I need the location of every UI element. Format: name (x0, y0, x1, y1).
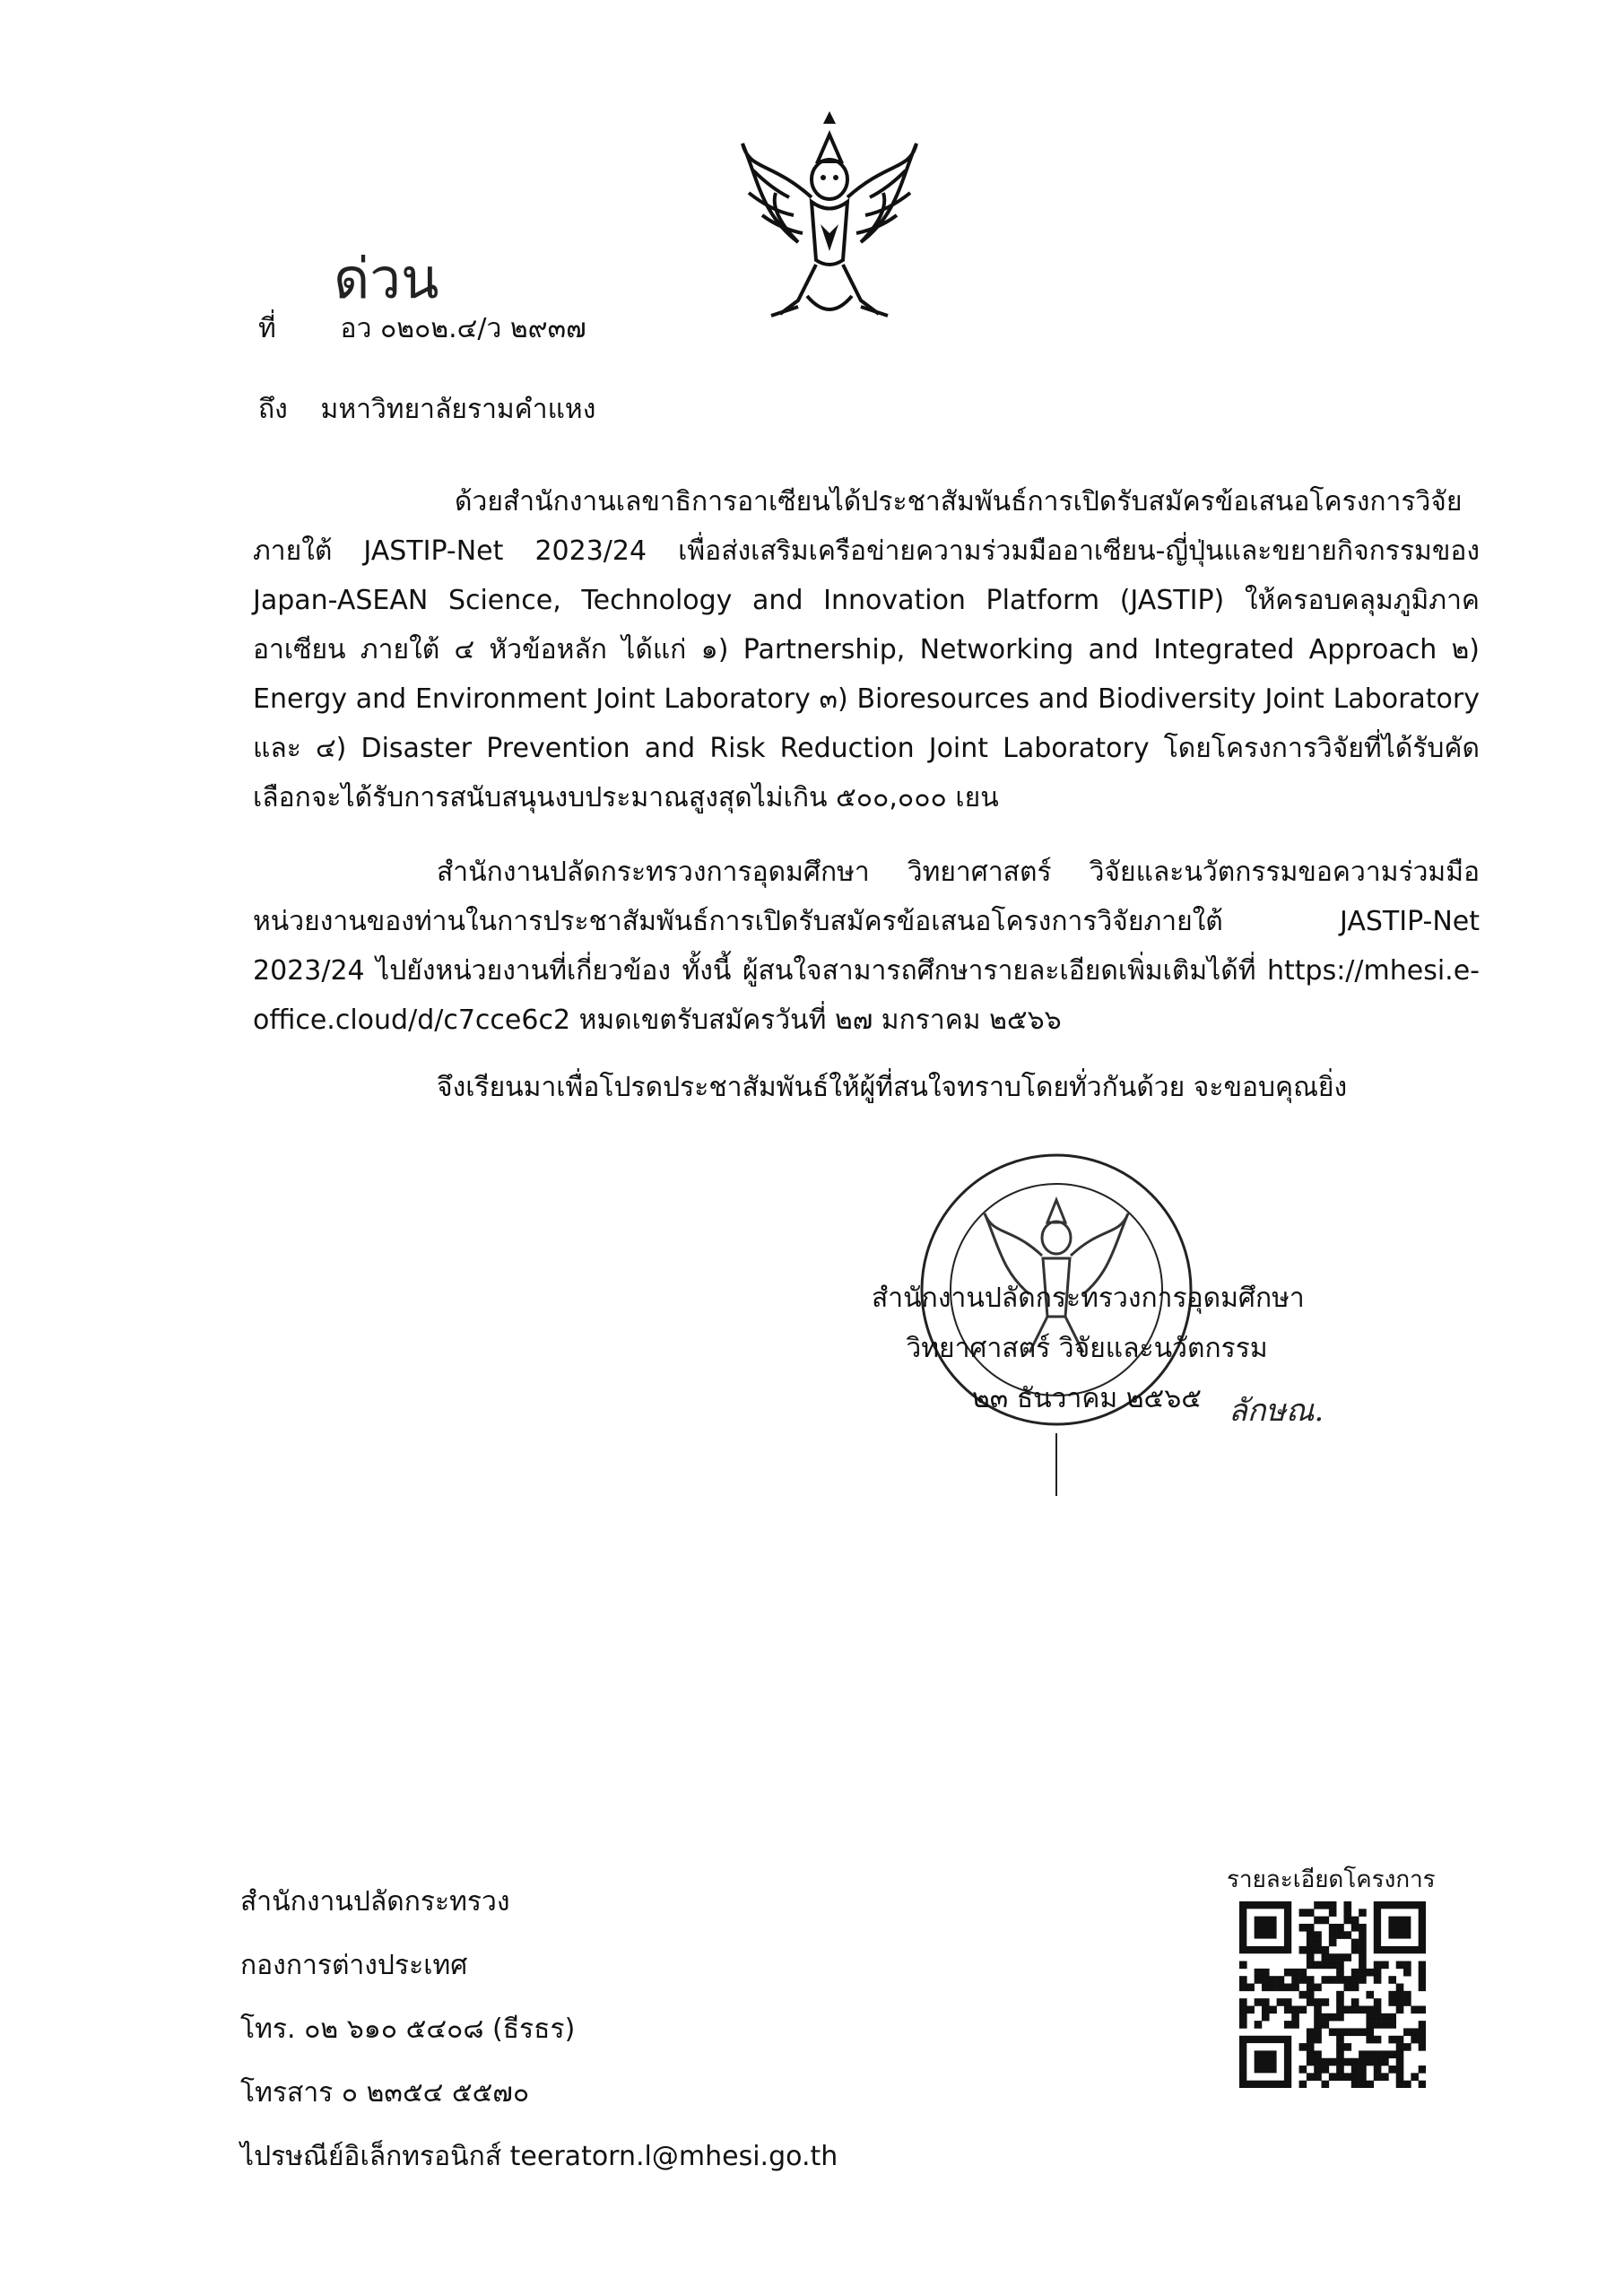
garuda-emblem-icon (735, 108, 924, 336)
signature-line-1: สำนักงานปลัดกระทรวงการอุดมศึกษา (872, 1283, 1305, 1314)
body-paragraph-2: สำนักงานปลัดกระทรวงการอุดมศึกษา วิทยาศาสตร์ วิจัยและนวัตกรรมขอความร่วมมือหน่วยงานของท่านในการประชาสัมพันธ์การเปิดรับสมัครข้อเสนอโครงการวิจัยภายใต้ JASTIP-Net 2023/24 ไปยังหน่วยงานที่เกี่ยวข้อง ทั้งนี้ ผู้สนใจสามารถศึกษารายละเอียดเพิ่มเติมได้ที่ https://mhesi.e-office.cloud/d/c7cce6c2 หมดเขตรับสมัครวันที่ ๒๗ มกราคม ๒๕๖๖ (253, 857, 1480, 1036)
body-paragraph-3: จึงเรียนมาเพื่อโปรดประชาสัมพันธ์ให้ผู้ที่สนใจทราบโดยทั่วกันด้วย จะขอบคุณยิ่ง (437, 1072, 1348, 1103)
dept-line-2: กองการต่างประเทศ (240, 1950, 468, 1981)
recipient-label: ถึง (258, 394, 288, 425)
signature-date: ๒๓ ธันวาคม ๒๕๖๕ (972, 1383, 1202, 1414)
reference-label: ที่ (258, 313, 276, 344)
qr-code-icon[interactable] (1239, 1901, 1426, 2088)
email: ไปรษณีย์อิเล็กทรอนิกส์ teeratorn.l@mhesi.go.th (240, 2141, 838, 2172)
recipient-value: มหาวิทยาลัยรามคำแหง (320, 394, 596, 425)
fax: โทรสาร ๐ ๒๓๕๔ ๕๕๗๐ (240, 2077, 530, 2109)
body-paragraph-1: ด้วยสำนักงานเลขาธิการอาเซียนได้ประชาสัมพันธ์การเปิดรับสมัครข้อเสนอโครงการวิจัยภายใต้ JASTIP-Net 2023/24 เพื่อส่งเสริมเครือข่ายความร่วมมืออาเซียน-ญี่ปุ่นและขยายกิจกรรมของ Japan-ASEAN Science, Technology and Innovation Platform (JASTIP) ให้ครอบคลุมภูมิภาคอาเซียน ภายใต้ ๔ หัวข้อหลัก ได้แก่ ๑) Partnership, Networking and Integrated Approach ๒) Energy and Environment Joint Laboratory ๓) Bioresources and Biodiversity Joint Laboratory และ ๔) Disaster Prevention and Risk Reduction Joint Laboratory โดยโครงการวิจัยที่ได้รับคัดเลือกจะได้รับการสนับสนุนงบประมาณสูงสุดไม่เกิน ๕๐๐,๐๐๐ เยน (253, 486, 1480, 813)
phone: โทร. ๐๒ ๖๑๐ ๕๔๐๘ (ธีรธร) (240, 2013, 576, 2045)
dept-line-1: สำนักงานปลัดกระทรวง (240, 1886, 510, 1918)
qr-caption: รายละเอียดโครงการ (1227, 1866, 1436, 1893)
reference-number: อว ๐๒๐๒.๔/ว ๒๙๓๗ (340, 313, 586, 344)
handwritten-signature: ลักษณ. (1229, 1393, 1324, 1429)
urgent-label: ด่วน (334, 246, 439, 311)
reference-line (258, 313, 586, 344)
contact-block (240, 1870, 838, 2188)
recipient-line (258, 396, 595, 423)
signature-line-2: วิทยาศาสตร์ วิจัยและนวัตกรรม (906, 1333, 1268, 1364)
